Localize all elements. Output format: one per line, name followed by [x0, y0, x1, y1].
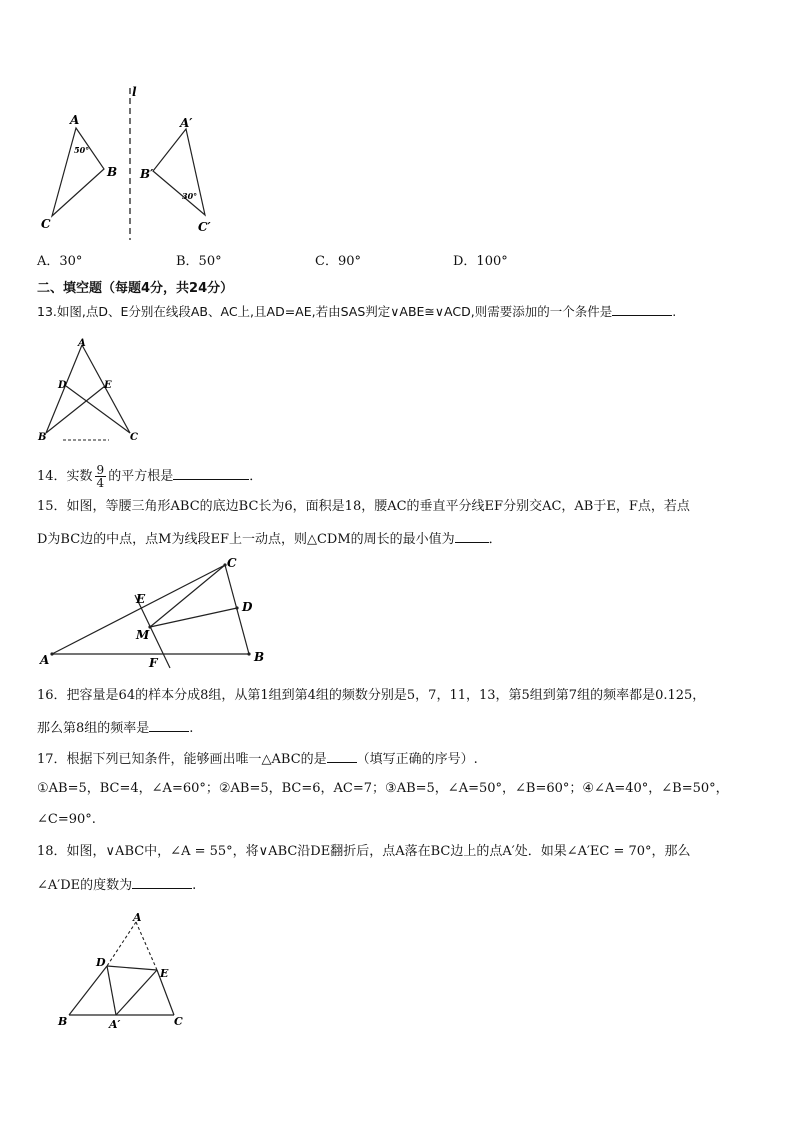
- q14-answer-blank[interactable]: [173, 467, 249, 480]
- label-c: C: [130, 432, 138, 443]
- label-b: B: [38, 432, 47, 443]
- label-a: A: [133, 911, 142, 924]
- q14-text: [37, 463, 262, 491]
- q14-end: ．: [249, 469, 263, 484]
- label-c2: C′: [198, 220, 211, 234]
- q17-answer-blank[interactable]: [327, 750, 357, 763]
- q14-post: 的平方根是: [108, 469, 174, 484]
- label-c: C: [41, 217, 51, 231]
- fraction-denominator: 4: [96, 476, 105, 490]
- segment-ae-dashed: [136, 922, 157, 970]
- q12-option-d[interactable]: D．100°: [453, 254, 508, 269]
- segment-md: [150, 608, 237, 627]
- q13-end: .: [672, 304, 677, 319]
- label-m: M: [136, 628, 150, 642]
- label-b2: B′: [140, 167, 154, 181]
- triangle-abc: [52, 128, 104, 216]
- q17-line-1: [37, 750, 478, 768]
- q16-line-1: 16．把容量是64的样本分成8组，从第1组到第4组的频数分别是5，7，11，13，第5组到第7组的频率都是0.125，: [37, 688, 706, 703]
- section-title: 二、填空题（每题4分，共24分）: [37, 281, 234, 296]
- point-d: [235, 606, 238, 609]
- label-a: A: [78, 338, 86, 349]
- label-a: A: [70, 113, 80, 127]
- label-a2: A′: [180, 116, 193, 130]
- label-d: D: [96, 956, 106, 969]
- label-c: C: [227, 556, 237, 570]
- q18-line-2: [37, 876, 196, 894]
- segment-mc: [150, 565, 225, 627]
- label-a: A: [40, 653, 50, 667]
- point-a: [50, 652, 53, 655]
- segment-ad-dashed: [107, 922, 136, 966]
- label-b: B: [107, 165, 118, 179]
- q15-figure: [36, 555, 276, 673]
- q16-answer-blank[interactable]: [149, 719, 189, 732]
- label-e: E: [160, 967, 169, 980]
- q17-stem: 17．根据下列已知条件，能够画出唯一△ABC的是: [37, 752, 327, 767]
- label-f: F: [149, 656, 158, 670]
- q13-answer-blank[interactable]: [612, 303, 672, 316]
- q13-stem: 13.如图,点D、E分别在线段AB、AC上,且AD=AE,若由SAS判定∨ABE≅∨ACD,则需要添加的一个条件是: [37, 304, 613, 319]
- q13-text: [37, 303, 676, 320]
- q15-end: ．: [488, 532, 502, 547]
- q16-stem: 那么第8组的频率是: [37, 721, 150, 736]
- q12-figure: [30, 82, 230, 244]
- q16-end: .: [189, 721, 194, 736]
- q15-line-1: 15．如图，等腰三角形ABC的底边BC长为6，面积是18，腰AC的垂直平分线EF分别交AC，AB于E，F点，若点: [37, 499, 690, 514]
- q17-stem-end: （填写正确的序号）.: [356, 752, 478, 767]
- q15-line-2: [37, 530, 502, 548]
- q18-end: .: [192, 878, 197, 893]
- q15-stem: D为BC边的中点，点M为线段EF上一动点，则△CDM的周长的最小值为: [37, 532, 455, 547]
- segment-db: [69, 966, 107, 1015]
- label-b: B: [58, 1015, 68, 1028]
- label-b: B: [254, 650, 265, 664]
- q12-option-a[interactable]: A．30°: [37, 254, 83, 269]
- q15-answer-blank[interactable]: [455, 530, 489, 543]
- q14-fraction: [95, 464, 107, 489]
- fraction-numerator: 9: [96, 463, 105, 477]
- angle-a-label: 50°: [74, 145, 90, 155]
- q18-figure: [50, 910, 200, 1034]
- label-d: D: [242, 600, 253, 614]
- segment-de: [107, 966, 157, 970]
- q18-line-1: 18．如图，∨ABC中，∠A = 55°，将∨ABC沿DE翻折后，点A落在BC边上的点A′处．如果∠A′EC = 70°，那么: [37, 844, 691, 859]
- label-d: D: [58, 380, 67, 391]
- q17-line-2: ①AB=5，BC=4，∠A=60°；②AB=5，BC=6，AC=7；③AB=5，∠A=50°，∠B=60°；④∠A=40°，∠B=50°，: [37, 781, 729, 796]
- triangle-a2b2c2: [153, 129, 205, 215]
- q13-figure: [35, 336, 145, 444]
- label-e: E: [136, 592, 146, 606]
- q14-pre: 14．实数: [37, 469, 93, 484]
- label-c: C: [174, 1015, 183, 1028]
- q12-option-c[interactable]: C．90°: [315, 254, 361, 269]
- q12-option-b[interactable]: B．50°: [176, 254, 222, 269]
- angle-b2-label: 30°: [182, 191, 198, 201]
- segment-ea2: [116, 970, 157, 1015]
- label-a2: A′: [109, 1018, 121, 1031]
- segment-da2: [107, 966, 116, 1015]
- q18-answer-blank[interactable]: [132, 876, 192, 889]
- label-l: l: [132, 85, 137, 99]
- point-b: [247, 652, 250, 655]
- q17-line-3: ∠C=90°.: [37, 812, 96, 827]
- q18-stem: ∠A′DE的度数为: [37, 878, 133, 893]
- q16-line-2: [37, 719, 193, 737]
- label-e: E: [104, 380, 112, 391]
